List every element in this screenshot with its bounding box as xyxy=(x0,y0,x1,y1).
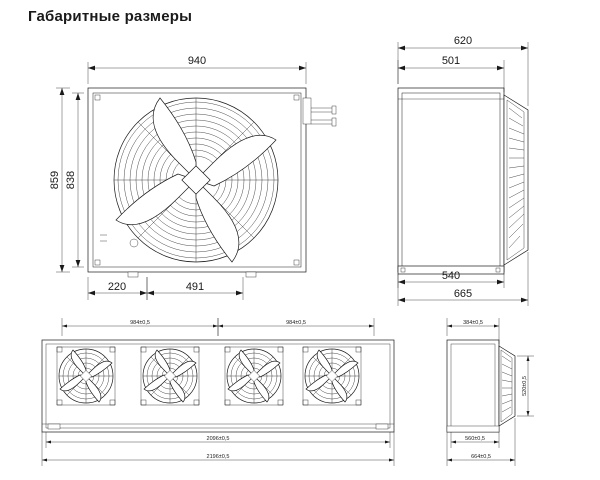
front-view xyxy=(49,55,336,300)
dim-front-220 xyxy=(88,277,147,300)
dim-label-940: 940 xyxy=(187,55,207,67)
plan-foot-right xyxy=(376,424,388,429)
dim-plan-inner-total xyxy=(46,432,390,448)
plan-fan-3 xyxy=(225,347,283,405)
plan-side-base xyxy=(447,426,499,432)
plan-fan-4 xyxy=(303,347,361,405)
dim-side-501 xyxy=(398,55,504,92)
dim-label-inner-total: 2096±0,5 xyxy=(206,436,230,442)
front-pipe-connections xyxy=(303,98,336,126)
dim-label-859: 859 xyxy=(49,170,61,190)
front-foot-right xyxy=(246,272,256,277)
side-view xyxy=(398,35,528,306)
plan-fan-2 xyxy=(141,347,199,405)
dim-label-491: 491 xyxy=(185,281,205,293)
plan-side-inner xyxy=(451,344,495,428)
dim-label-pitch-right: 984±0,5 xyxy=(286,320,306,326)
plan-fan-1 xyxy=(57,347,115,405)
dim-label-pitch-left: 984±0,5 xyxy=(130,320,150,326)
dim-label-plan-side-inner: 560±0,5 xyxy=(465,436,485,442)
side-view-fan-shroud xyxy=(504,95,528,265)
dim-label-540: 540 xyxy=(441,270,461,282)
side-view-inner xyxy=(402,93,500,268)
dim-front-491 xyxy=(147,277,243,300)
plan-view xyxy=(42,318,394,466)
dim-label-220: 220 xyxy=(107,281,127,293)
dim-label-plan-side-top: 384±0,5 xyxy=(463,320,483,326)
dim-label-620: 620 xyxy=(453,35,473,47)
plan-foot-left xyxy=(48,424,60,429)
dim-label-665: 665 xyxy=(453,288,473,300)
plan-side-view xyxy=(447,318,534,466)
page-title: Габаритные размеры xyxy=(28,8,193,25)
dim-front-width-940 xyxy=(88,55,306,84)
dim-front-height-838 xyxy=(65,93,84,267)
dim-label-plan-side-right: 520±0,5 xyxy=(522,376,528,396)
dim-label-838: 838 xyxy=(65,170,77,190)
dim-plan-pitch-right xyxy=(218,318,374,336)
dim-label-plan-side-outer: 664±0,5 xyxy=(471,454,491,460)
plan-side-shroud xyxy=(499,346,515,426)
front-foot-left xyxy=(128,272,138,277)
dim-plan-side-inner xyxy=(451,432,499,448)
dim-label-outer-total: 2196±0,5 xyxy=(206,454,230,460)
dim-plan-pitch-left xyxy=(62,318,218,336)
dim-label-501: 501 xyxy=(441,55,461,67)
dim-plan-side-right xyxy=(517,356,534,416)
